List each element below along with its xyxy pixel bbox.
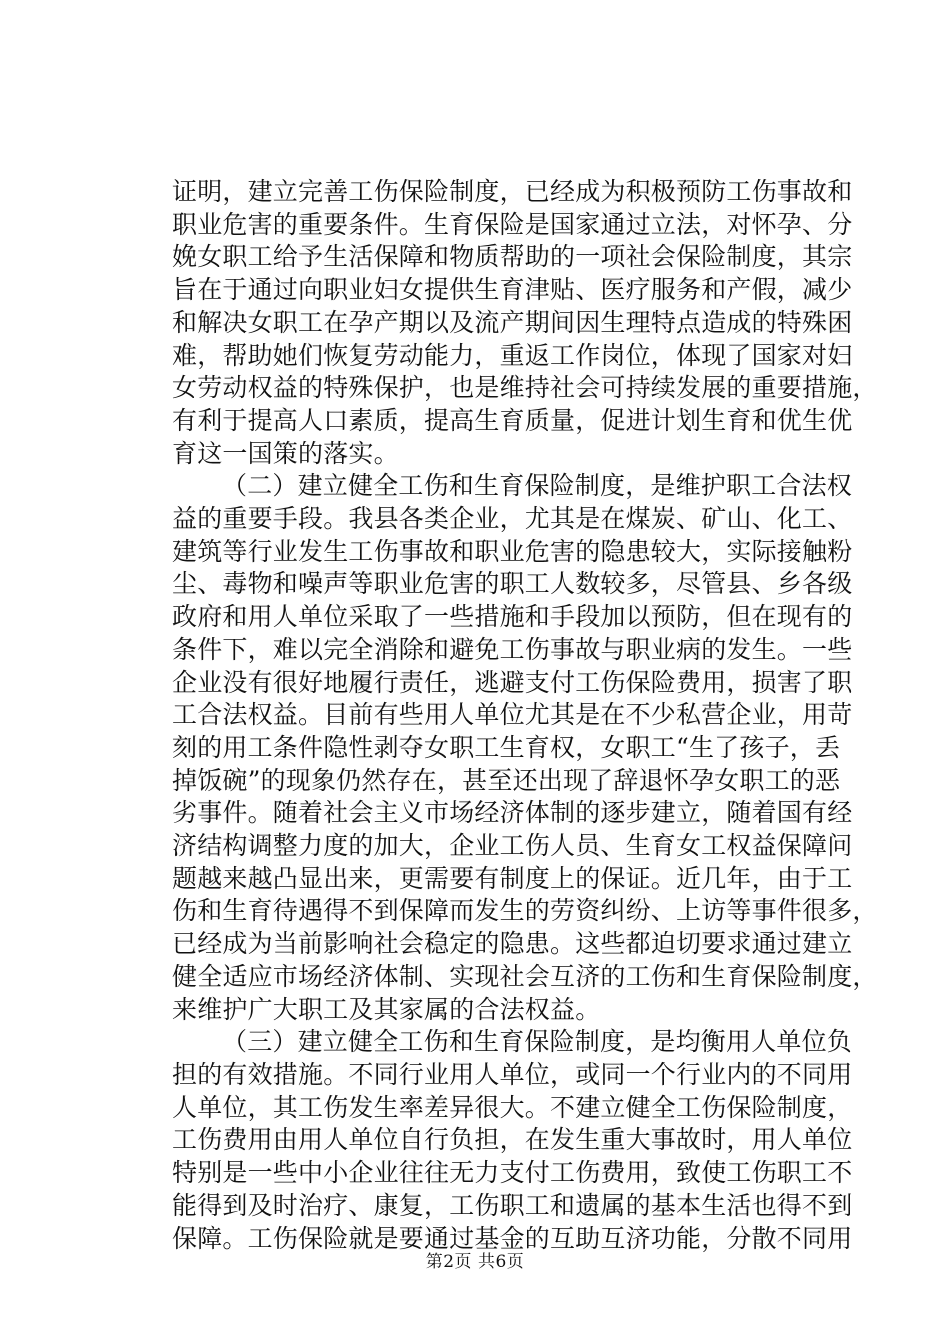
text-line: 劣事件。随着社会主义市场经济体制的逐步建立，随着国有经 (172, 798, 853, 828)
text-line: 工合法权益。目前有些用人单位尤其是在不少私营企业，用苛 (172, 700, 853, 730)
text-line: 育这一国策的落实。 (172, 438, 399, 468)
text-line: 伤和生育待遇得不到保障而发生的劳资纠纷、上访等事件很多， (172, 896, 878, 926)
text-line: 旨在于通过向职业妇女提供生育津贴、医疗服务和产假，减少 (172, 275, 853, 305)
text-line: 和解决女职工在孕产期以及流产期间因生理特点造成的特殊困 (172, 307, 853, 337)
text-line: 刻的用工条件隐性剥夺女职工生育权，女职工“生了孩子，丢 (172, 732, 841, 762)
text-line: 女劳动权益的特殊保护，也是维持社会可持续发展的重要措施， (172, 373, 878, 403)
text-line: 济结构调整力度的加大，企业工伤人员、生育女工权益保障问 (172, 831, 853, 861)
text-line: 担的有效措施。不同行业用人单位，或同一个行业内的不同用 (172, 1059, 853, 1089)
text-line: 证明，建立完善工伤保险制度，已经成为积极预防工伤事故和 (172, 177, 853, 206)
text-line: 题越来越凸显出来，更需要有制度上的保证。近几年，由于工 (172, 863, 853, 893)
text-line: 条件下，难以完全消除和避免工伤事故与职业病的发生。一些 (172, 634, 853, 664)
page-number-footer: 第2页 共6页 (425, 1252, 525, 1272)
text-line: 能得到及时治疗、康复，工伤职工和遗属的基本生活也得不到 (172, 1190, 853, 1220)
text-line: 职业危害的重要条件。生育保险是国家通过立法，对怀孕、分 (172, 209, 853, 239)
text-line: 政府和用人单位采取了一些措施和手段加以预防，但在现有的 (172, 602, 853, 632)
text-line: 益的重要手段。我县各类企业，尤其是在煤炭、矿山、化工、 (172, 504, 853, 534)
section-heading-line: （二）建立健全工伤和生育保险制度，是维护职工合法权 (222, 471, 853, 501)
text-line: 已经成为当前影响社会稳定的隐患。这些都迫切要求通过建立 (172, 929, 853, 959)
text-line: 掉饭碗”的现象仍然存在，甚至还出现了辞退怀孕女职工的恶 (172, 765, 841, 795)
text-line: 来维护广大职工及其家属的合法权益。 (172, 994, 601, 1024)
text-line: 特别是一些中小企业往往无力支付工伤费用，致使工伤职工不 (172, 1158, 853, 1188)
text-line: 难，帮助她们恢复劳动能力，重返工作岗位，体现了国家对妇 (172, 340, 853, 370)
text-line: 建筑等行业发生工伤事故和职业危害的隐患较大，实际接触粉 (172, 536, 853, 566)
text-line: 保障。工伤保险就是要通过基金的互助互济功能，分散不同用 (172, 1223, 853, 1253)
text-line: 娩女职工给予生活保障和物质帮助的一项社会保险制度，其宗 (172, 242, 853, 272)
text-line: 有利于提高人口素质，提高生育质量，促进计划生育和优生优 (172, 405, 853, 435)
text-line: 人单位，其工伤发生率差异很大。不建立健全工伤保险制度， (172, 1092, 853, 1122)
text-line: 健全适应市场经济体制、实现社会互济的工伤和生育保险制度， (172, 961, 878, 991)
section-heading-line: （三）建立健全工伤和生育保险制度，是均衡用人单位负 (222, 1027, 853, 1057)
text-line: 工伤费用由用人单位自行负担，在发生重大事故时，用人单位 (172, 1125, 853, 1155)
document-body (172, 176, 878, 1255)
text-line: 企业没有很好地履行责任，逃避支付工伤保险费用，损害了职 (172, 667, 853, 697)
text-line: 尘、毒物和噪声等职业危害的职工人数较多，尽管县、乡各级 (172, 569, 853, 599)
